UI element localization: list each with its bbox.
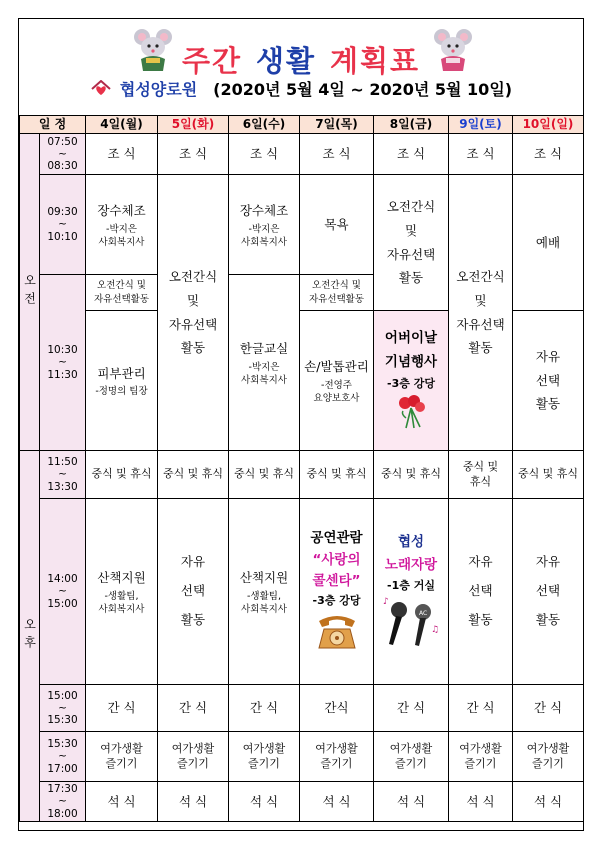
activity-cell: 오전간식 및 자유선택활동 [86, 275, 158, 311]
carnation-icon [394, 394, 428, 430]
lunch-cell: 중식 및 휴식 [229, 451, 300, 499]
snack-cell: 간 식 [229, 685, 300, 732]
leisure-cell: 여가생활 즐기기 [300, 732, 374, 782]
lunch-cell: 중식 및 휴식 [158, 451, 229, 499]
snack-cell: 간 식 [86, 685, 158, 732]
time-slot: 17:30 ~ 18:00 [40, 782, 86, 822]
breakfast-cell: 조 식 [158, 134, 229, 175]
parents-day-cell: 어버이날 기념행사 -3층 강당 [374, 311, 449, 451]
snack-cell: 간 식 [513, 685, 584, 732]
day-header: 8일(금) [374, 116, 449, 134]
activity-cell: 자유 선택 활동 [449, 499, 513, 685]
time-slot: 14:00 ~ 15:00 [40, 499, 86, 685]
leisure-cell: 여가생활 즐기기 [513, 732, 584, 782]
day-header: 9일(토) [449, 116, 513, 134]
leisure-cell: 여가생활 즐기기 [374, 732, 449, 782]
snack-cell: 간 식 [449, 685, 513, 732]
activity-cell: 자유 선택 활동 [513, 311, 584, 451]
dinner-cell: 석 식 [449, 782, 513, 822]
time-slot: 11:50 ~ 13:30 [40, 451, 86, 499]
music-note-icon: ♪ [383, 596, 389, 607]
leisure-cell: 여가생활 즐기기 [449, 732, 513, 782]
day-header: 7일(목) [300, 116, 374, 134]
activity-cell: 한글교실 -박지은 사회복지사 [229, 275, 300, 451]
snack-cell: 간 식 [374, 685, 449, 732]
snack-cell: 간식 [300, 685, 374, 732]
activity-cell: 산책지원 -생활팀, 사회복지사 [86, 499, 158, 685]
activity-cell: 자유 선택 활동 [513, 499, 584, 685]
activity-cell: 손/발톱관리 -전영주 요양보호사 [300, 311, 374, 451]
activity-cell: 자유 선택 활동 [158, 499, 229, 685]
schedule-table [19, 115, 584, 822]
microphone-icon [381, 596, 441, 648]
dinner-cell: 석 식 [229, 782, 300, 822]
header [19, 19, 583, 113]
lunch-cell: 중식 및 휴식 [374, 451, 449, 499]
breakfast-cell: 조 식 [513, 134, 584, 175]
period-pm: 오후 [20, 451, 40, 822]
table-row [20, 499, 584, 685]
activity-cell: 오전간식 및 자유선택 활동 [449, 175, 513, 451]
day-header: 6일(수) [229, 116, 300, 134]
activity-cell: 산책지원 -생활팀, 사회복지사 [229, 499, 300, 685]
lunch-cell: 중식 및 휴식 [300, 451, 374, 499]
telephone-icon [315, 611, 359, 651]
concert-cell: 공연관람 “사랑의 콜센타” -3층 강당 [300, 499, 374, 685]
activity-cell: 장수체조 -박지은 사회복지사 [229, 175, 300, 275]
corner-label: 일 정 [20, 116, 86, 134]
breakfast-cell: 조 식 [449, 134, 513, 175]
breakfast-cell: 조 식 [300, 134, 374, 175]
dinner-cell: 석 식 [158, 782, 229, 822]
snack-cell: 간 식 [158, 685, 229, 732]
lunch-cell: 중식 및 휴식 [449, 451, 513, 499]
activity-cell: 오전간식 및 자유선택 활동 [374, 175, 449, 311]
activity-cell: 장수체조 -박지은 사회복지사 [86, 175, 158, 275]
dinner-cell: 석 식 [86, 782, 158, 822]
time-slot: 15:00 ~ 15:30 [40, 685, 86, 732]
leisure-cell: 여가생활 즐기기 [229, 732, 300, 782]
activity-cell: 예배 [513, 175, 584, 311]
period-am: 오전 [20, 134, 40, 451]
time-slot: 10:30 ~ 11:30 [40, 275, 86, 451]
table-row [20, 451, 584, 499]
title-part: 주간 [181, 44, 242, 78]
activity-cell: 오전간식 및 자유선택활동 [300, 275, 374, 311]
subtitle [19, 77, 583, 100]
singing-contest-cell: 협성 노래자랑 -1층 거실 AC ♪ ♫ [374, 499, 449, 685]
activity-cell: 오전간식 및 자유선택 활동 [158, 175, 229, 451]
time-slot: 07:50 ~ 08:30 [40, 134, 86, 175]
dinner-cell: 석 식 [513, 782, 584, 822]
breakfast-cell: 조 식 [374, 134, 449, 175]
title-part: 생활 [255, 44, 316, 78]
time-slot: 15:30 ~ 17:00 [40, 732, 86, 782]
day-header: 4일(월) [86, 116, 158, 134]
table-row [20, 685, 584, 732]
table-row [20, 782, 584, 822]
breakfast-cell: 조 식 [86, 134, 158, 175]
dinner-cell: 석 식 [300, 782, 374, 822]
org-name: 협성양로원 [119, 80, 198, 99]
mic-label: AC [419, 609, 428, 617]
title-part: 계획표 [330, 44, 421, 78]
music-note-icon: ♫ [431, 624, 440, 635]
page-title [19, 39, 583, 80]
activity-cell: 피부관리 -정명의 팀장 [86, 311, 158, 451]
time-slot: 09:30 ~ 10:10 [40, 175, 86, 275]
day-header: 5일(화) [158, 116, 229, 134]
lunch-cell: 중식 및 휴식 [86, 451, 158, 499]
breakfast-cell: 조 식 [229, 134, 300, 175]
day-header: 10일(일) [513, 116, 584, 134]
day-header-row [20, 116, 584, 134]
leisure-cell: 여가생활 즐기기 [158, 732, 229, 782]
lunch-cell: 중식 및 휴식 [513, 451, 584, 499]
table-row [20, 134, 584, 175]
table-row [20, 732, 584, 782]
date-range: (2020년 5월 4일 ~ 2020년 5월 10일) [213, 80, 513, 99]
schedule-page [18, 18, 584, 831]
dinner-cell: 석 식 [374, 782, 449, 822]
activity-cell: 목욕 [300, 175, 374, 275]
table-row [20, 175, 584, 275]
leisure-cell: 여가생활 즐기기 [86, 732, 158, 782]
house-heart-icon [90, 80, 112, 98]
